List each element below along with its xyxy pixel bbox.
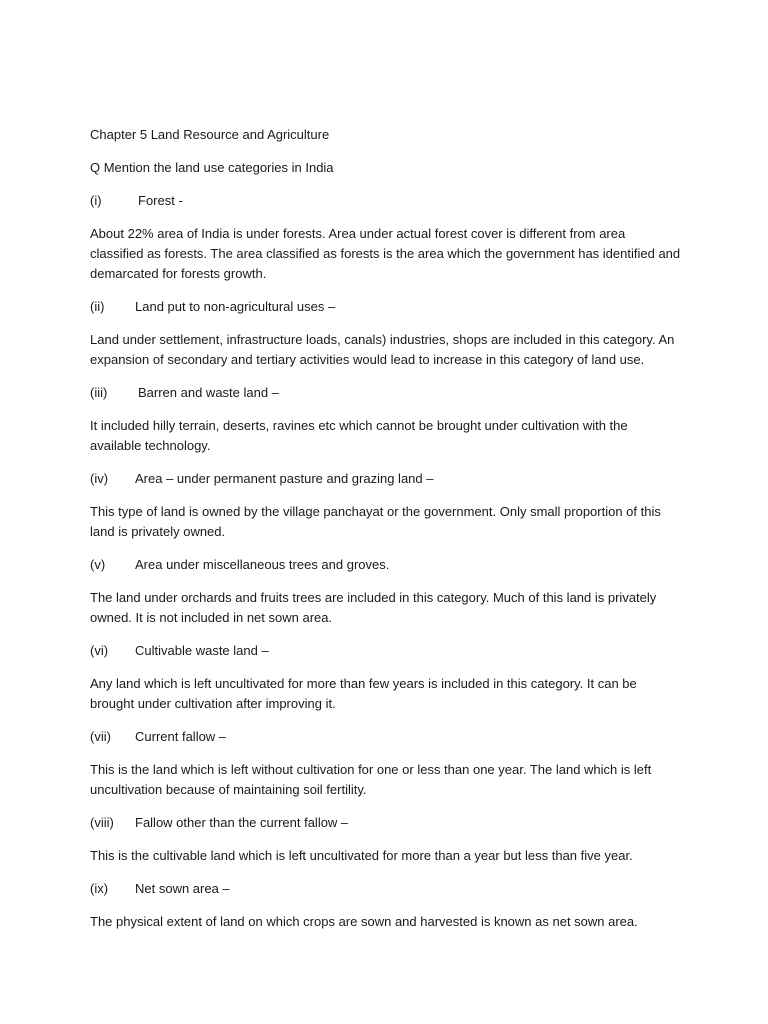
list-item-net-sown-area <box>90 879 690 932</box>
item-description: Land under settlement, infrastructure loads, canals) industries, shops are included in this category. An expansion of secondary and tertiary activities would lead to increase in this category of land use. <box>90 332 675 367</box>
list-item-current-fallow <box>90 727 690 813</box>
item-number: (vi) <box>90 643 109 658</box>
list-item-pasture <box>90 469 690 555</box>
item-number: (iii) <box>90 385 108 400</box>
item-number: (ii) <box>90 299 105 314</box>
item-title: Current fallow – <box>135 729 227 744</box>
item-title: Forest - <box>138 193 183 208</box>
item-description: The physical extent of land on which crops are sown and harvested is known as net sown area. <box>90 914 638 929</box>
chapter-heading: Chapter 5 Land Resource and Agriculture <box>90 127 330 142</box>
list-item-forest <box>90 191 690 297</box>
list-item-other-fallow <box>90 813 690 879</box>
item-title: Net sown area – <box>135 881 230 896</box>
item-description: Any land which is left uncultivated for more than few years is included in this category. It can be brought under cultivation after improving it. <box>90 676 637 711</box>
item-number: (i) <box>90 193 102 208</box>
list-item-non-agricultural <box>90 297 690 383</box>
item-description: About 22% area of India is under forests. Area under actual forest cover is different from area classified as forests. The area classified as forests is the area which the government has identified and demarcated for forests growth. <box>90 226 681 281</box>
item-description: It included hilly terrain, deserts, ravines etc which cannot be brought under cultivation with the available technology. <box>90 418 628 453</box>
question-text: Q Mention the land use categories in India <box>90 160 334 175</box>
list-item-barren-land <box>90 383 690 469</box>
item-description: This type of land is owned by the village panchayat or the government. Only small proportion of this land is privately owned. <box>90 504 661 539</box>
item-number: (iv) <box>90 471 109 486</box>
item-description: This is the land which is left without cultivation for one or less than one year. The land which is left uncultivation because of maintaining soil fertility. <box>90 762 652 797</box>
item-number: (vii) <box>90 729 111 744</box>
item-title: Barren and waste land – <box>138 385 279 400</box>
item-title: Land put to non-agricultural uses – <box>135 299 336 314</box>
item-title: Cultivable waste land – <box>135 643 269 658</box>
list-item-trees-groves <box>90 555 690 641</box>
item-title: Area – under permanent pasture and grazing land – <box>135 471 434 486</box>
item-description: This is the cultivable land which is left uncultivated for more than a year but less than five year. <box>90 848 633 863</box>
list-item-cultivable-waste <box>90 641 690 727</box>
document-page <box>90 125 690 932</box>
item-number: (v) <box>90 557 106 572</box>
item-title: Area under miscellaneous trees and groves. <box>135 557 390 572</box>
item-number: (viii) <box>90 815 114 830</box>
item-description: The land under orchards and fruits trees are included in this category. Much of this land is privately owned. It is not included in net sown area. <box>90 590 657 625</box>
item-number: (ix) <box>90 881 109 896</box>
item-title: Fallow other than the current fallow – <box>135 815 349 830</box>
